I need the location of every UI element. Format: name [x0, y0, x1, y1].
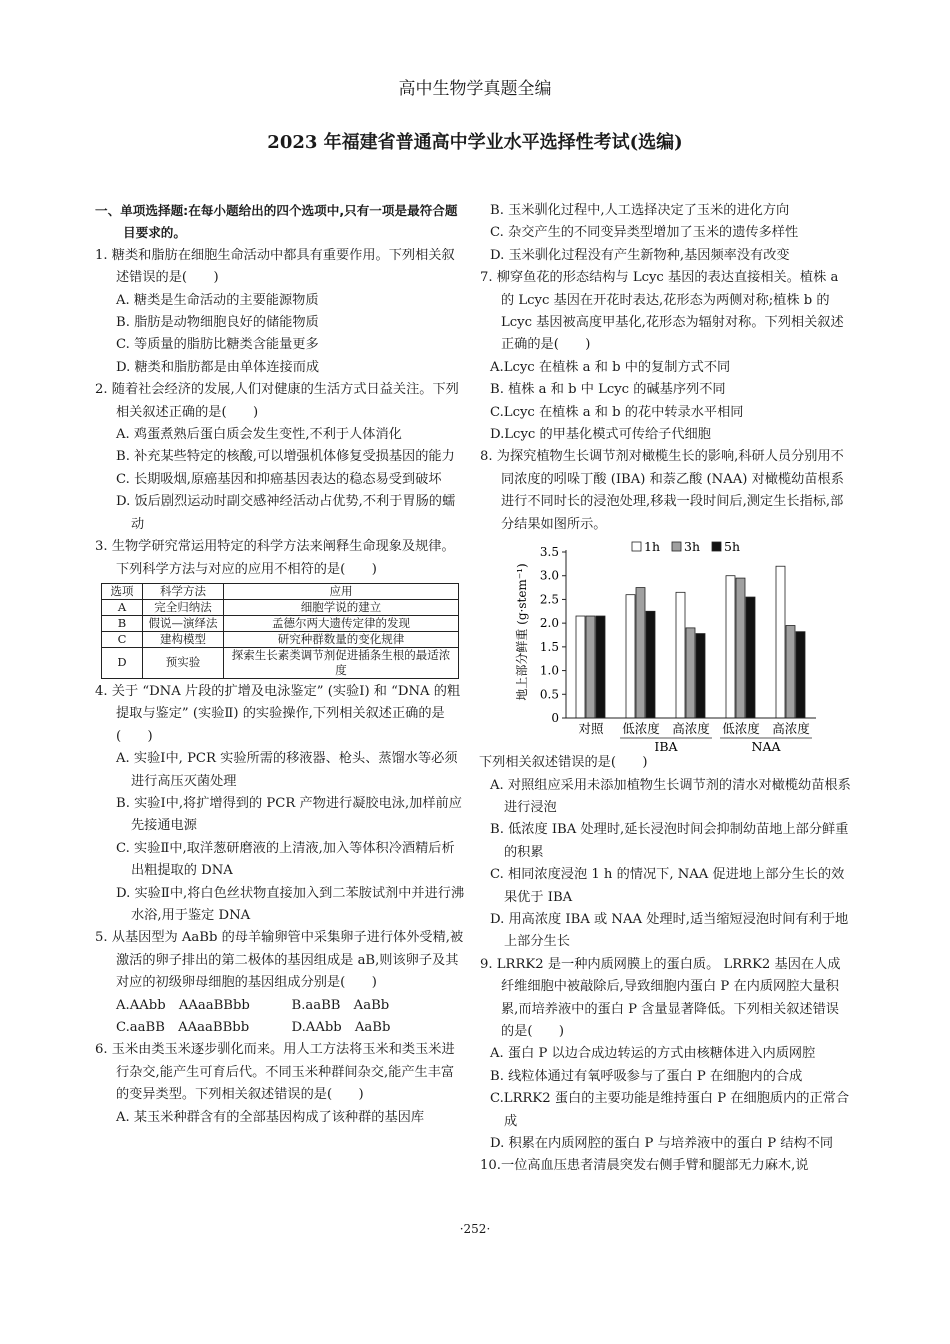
table-cell: D — [102, 647, 143, 678]
q2-option-b: B. 补充某些特定的核酸,可以增强机体修复受损基因的能力 — [116, 449, 455, 465]
table-cell: 完全归纳法 — [143, 599, 224, 615]
bar-1h — [576, 616, 585, 718]
y-tick-label: 0.5 — [539, 687, 559, 702]
y-axis — [540, 545, 566, 725]
section-heading: 一、单项选择题:在每小题给出的四个选项中,只有一项是最符合题目要求的。 — [95, 203, 458, 241]
q1-option-a: A. 糖类是生命活动的主要能源物质 — [116, 292, 319, 308]
table-row — [102, 599, 459, 615]
q5-option-d: D.AAbb AaBb — [291, 1020, 391, 1035]
exam-title: 2023 年福建省普通高中学业水平选择性考试(选编) — [267, 132, 683, 153]
x-tick-label: 低浓度 — [722, 721, 760, 737]
question-4: 4. 关于 “DNA 片段的扩增及电泳鉴定” (实验Ⅰ) 和 “DNA 的粗提取与鉴定” (实验Ⅱ) 的实验操作,下列相关叙述正确的是( ) — [95, 683, 461, 744]
question-6: 6. 玉米由类玉米逐步驯化而来。用人工方法将玉米和类玉米进行杂交,能产生可育后代。不同玉米种群间杂交,能产生丰富的变异类型。下列相关叙述错误的是( ) — [95, 1042, 455, 1103]
q9-option-d: D. 积累在内质网腔的蛋白 P 与培养液中的蛋白 P 结构不同 — [490, 1136, 834, 1151]
question-10: 10.一位高血压患者清晨突发右侧手臂和腿部无力麻木,说 — [480, 1158, 809, 1174]
bar-5h — [646, 611, 655, 718]
q8-option-d: D. 用高浓度 IBA 或 NAA 处理时,适当缩短浸泡时间有利于地上部分生长 — [490, 911, 849, 950]
y-tick-label: 1.0 — [539, 663, 559, 678]
legend-swatch-3h — [672, 542, 681, 551]
question-8-stem: 下列相关叙述错误的是( ) — [479, 755, 648, 771]
question-2: 2. 随着社会经济的发展,人们对健康的生活方式日益关注。下列相关叙述正确的是( ) — [95, 382, 459, 420]
q2-option-c: C. 长期吸烟,原癌基因和抑癌基因表达的稳态易受到破坏 — [116, 471, 442, 487]
q6-option-a: A. 某玉米种群含有的全部基因构成了该种群的基因库 — [116, 1109, 425, 1125]
bar-3h — [636, 588, 645, 718]
q7-option-a: A.Lcyc 在植株 a 和 b 中的复制方式不同 — [490, 359, 731, 375]
q1-option-d: D. 糖类和脂肪都是由单体连接而成 — [116, 359, 320, 375]
bar-3h — [736, 578, 745, 718]
table-header: 选项 — [102, 583, 143, 599]
table-row — [102, 631, 459, 647]
bar-5h — [596, 616, 605, 718]
table-cell: 探索生长素类调节剂促进插条生根的最适浓度 — [224, 647, 459, 678]
legend-swatch-5h — [712, 542, 721, 551]
left-column — [95, 200, 467, 1129]
table-header-row — [102, 583, 459, 599]
q5-option-c: C.aaBB AAaaBBbb — [116, 1020, 250, 1035]
book-header: 高中生物学真题全编 — [398, 79, 552, 99]
table-cell: C — [102, 631, 143, 647]
q8-option-a: A. 对照组应采用未添加植物生长调节剂的清水对橄榄幼苗根系进行浸泡 — [490, 777, 851, 815]
table-cell: 建构模型 — [143, 631, 224, 647]
y-tick-label: 3.5 — [539, 545, 559, 560]
q1-option-c: C. 等质量的脂肪比糖类含能量更多 — [116, 337, 319, 353]
q1-option-b: B. 脂肪是动物细胞良好的储能物质 — [116, 315, 319, 331]
q8-option-c: C. 相同浓度浸泡 1 h 的情况下, NAA 促进地上部分生长的效果优于 IBA — [490, 867, 845, 905]
x-axis — [566, 718, 816, 752]
question-3: 3. 生物学研究常运用特定的科学方法来阐释生命现象及规律。下列科学方法与对应的应用不相符的是( ) — [95, 539, 455, 577]
legend-label: 5h — [724, 540, 741, 555]
table-cell: 细胞学说的建立 — [224, 599, 459, 615]
q5-option-a: A.AAbb AAaaBBbb — [116, 997, 250, 1013]
q6-option-c: C. 杂交产生的不同变异类型增加了玉米的遗传多样性 — [490, 225, 799, 241]
chart-legend — [632, 540, 740, 554]
x-tick-label: 高浓度 — [772, 721, 810, 737]
question-9: 9. LRRK2 是一种内质网膜上的蛋白质。 LRRK2 基因在人成纤维细胞中被敲除后,导致细胞内蛋白 P 在内质网腔大量积累,而培养液中的蛋白 P 含量显著降低。下列相关叙述错误的是( ) — [480, 956, 841, 1039]
table-cell: 假说—演绎法 — [143, 615, 224, 631]
legend-label: 3h — [684, 540, 701, 555]
chart-svg — [480, 540, 852, 752]
table-cell: 预实验 — [143, 647, 224, 678]
legend-label: 1h — [644, 540, 661, 555]
bar-3h — [786, 626, 795, 718]
q4-option-d: D. 实验Ⅱ中,将白色丝状物直接加入到二苯胺试剂中并进行沸水浴,用于鉴定 DNA — [116, 885, 465, 923]
bar-1h — [626, 595, 635, 718]
x-tick-label: 高浓度 — [672, 721, 710, 737]
table-cell: 孟德尔两大遗传定律的发现 — [224, 615, 459, 631]
question-8: 8. 为探究植物生长调节剂对橄榄生长的影响,科研人员分别用不同浓度的吲哚丁酸 (IBA) 和萘乙酸 (NAA) 对橄榄幼苗根系进行不同时长的浸泡处理,移栽一段时间后,测定生长指标,部分结果如图所示。 — [480, 449, 844, 532]
bar-5h — [746, 597, 755, 718]
q8-option-b: B. 低浓度 IBA 处理时,延长浸泡时间会抑制幼苗地上部分鲜重的积累 — [490, 822, 849, 860]
y-tick-label: 0 — [551, 711, 559, 726]
bar-1h — [726, 576, 735, 718]
table-header: 科学方法 — [143, 583, 224, 599]
question-7: 7. 柳穿鱼花的形态结构与 Lcyc 基因的表达直接相关。植株 a 的 Lcyc 基因在开花时表达,花形态为两侧对称;植株 b 的 Lcyc 基因被高度甲基化,花形态为辐射对称。下列相关叙述正确的是( ) — [480, 270, 844, 353]
right-column — [480, 200, 852, 1178]
y-tick-label: 2.5 — [539, 592, 559, 607]
table-cell: A — [102, 599, 143, 615]
group-label: NAA — [751, 739, 781, 753]
methods-table — [101, 583, 459, 679]
bar-5h — [696, 634, 705, 718]
y-tick-label: 2.0 — [539, 616, 559, 631]
q2-option-d: D. 饭后剧烈运动时副交感神经活动占优势,不利于胃肠的蠕动 — [116, 494, 456, 532]
question-1: 1. 糖类和脂肪在细胞生命活动中都具有重要作用。下列相关叙述错误的是( ) — [95, 247, 455, 286]
q9-option-a: A. 蛋白 P 以边合成边转运的方式由核糖体进入内质网腔 — [490, 1046, 816, 1062]
q7-option-d: D.Lcyc 的甲基化模式可传给子代细胞 — [490, 427, 711, 443]
legend-swatch-1h — [632, 542, 641, 551]
y-tick-label: 1.5 — [539, 639, 559, 654]
y-tick-label: 3.0 — [539, 568, 559, 583]
q2-option-a: A. 鸡蛋煮熟后蛋白质会发生变性,不利于人体消化 — [116, 427, 402, 443]
table-cell: B — [102, 615, 143, 631]
bar-series — [576, 566, 805, 718]
table-cell: 研究种群数量的变化规律 — [224, 631, 459, 647]
table-row — [102, 647, 459, 678]
q4-option-b: B. 实验Ⅰ中,将扩增得到的 PCR 产物进行凝胶电泳,加样前应先接通电源 — [116, 795, 462, 834]
q5-options-row-1 — [95, 995, 467, 1017]
x-tick-label: 低浓度 — [622, 721, 660, 737]
bar-3h — [686, 628, 695, 718]
q5-options-row-2 — [95, 1017, 467, 1039]
bar-5h — [796, 632, 805, 718]
q7-option-c: C.Lcyc 在植株 a 和 b 的花中转录水平相同 — [490, 404, 744, 420]
question-5: 5. 从基因型为 AaBb 的母羊输卵管中采集卵子进行体外受精,被激活的卵子排出的第二极体的基因组成是 aB,则该卵子及其对应的初级卵母细胞的基因组成分别是( ) — [95, 930, 464, 991]
bar-3h — [586, 616, 595, 718]
q6-option-d: D. 玉米驯化过程没有产生新物种,基因频率没有改变 — [490, 247, 790, 263]
q9-option-b: B. 线粒体通过有氧呼吸参与了蛋白 P 在细胞内的合成 — [490, 1068, 803, 1084]
q9-option-c: C.LRRK2 蛋白的主要功能是维持蛋白 P 在细胞质内的正常合成 — [490, 1091, 850, 1129]
page-number: ·252· — [459, 1222, 491, 1236]
y-axis-label: 地上部分鲜重 (g·stem⁻¹) — [515, 563, 529, 701]
q6-option-b: B. 玉米驯化过程中,人工选择决定了玉米的进化方向 — [490, 203, 790, 218]
table-header: 应用 — [224, 583, 459, 599]
fresh-weight-bar-chart — [480, 540, 852, 752]
x-tick-label: 对照 — [578, 721, 604, 737]
bar-1h — [776, 566, 785, 718]
table-row — [102, 615, 459, 631]
bar-1h — [676, 592, 685, 718]
q4-option-c: C. 实验Ⅱ中,取洋葱研磨液的上清液,加入等体积冷酒精后析出粗提取的 DNA — [116, 840, 455, 879]
q4-option-a: A. 实验Ⅰ中, PCR 实验所需的移液器、枪头、蒸馏水等必须进行高压灭菌处理 — [116, 751, 458, 789]
q5-option-b: B.aaBB AaBb — [291, 997, 390, 1013]
group-label: IBA — [654, 739, 678, 753]
q7-option-b: B. 植株 a 和 b 中 Lcyc 的碱基序列不同 — [490, 382, 726, 398]
